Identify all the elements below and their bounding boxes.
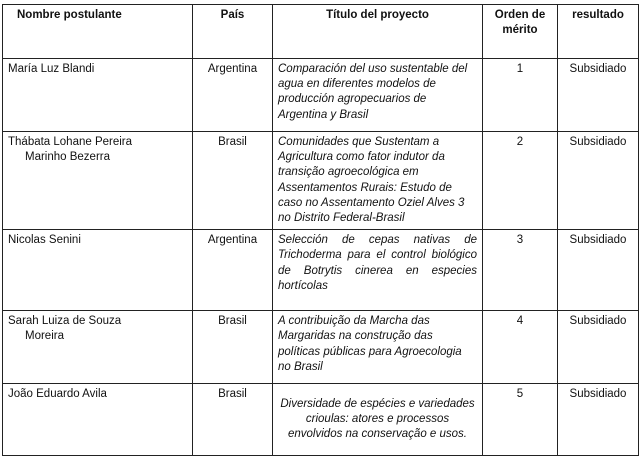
applicant-name-line2: Marinho Bezerra [25, 151, 111, 164]
project-title: Comunidades que Sustentam a Agricultura como fator indutor da transição agroecológica em Assentamentos Rurais: Estudo de caso no Assentamento Oziel Alves 3 no Distrito Federal-Brasil [273, 132, 483, 230]
applicant-name-line1: João Eduardo Avila [8, 388, 107, 401]
result-status: Subsidiado [558, 384, 639, 456]
header-country: País [193, 5, 273, 59]
result-status: Subsidiado [558, 311, 639, 384]
result-status: Subsidiado [558, 132, 639, 230]
table-row [3, 311, 639, 384]
applicant-name-line1: Nicolas Senini [8, 234, 81, 247]
result-status: Subsidiado [558, 59, 639, 132]
result-status: Subsidiado [558, 230, 639, 311]
applicant-country: Brasil [193, 132, 273, 230]
merit-rank: 4 [483, 311, 558, 384]
applicant-country: Argentina [193, 59, 273, 132]
applicant-name-line1: Sarah Luiza de Souza [8, 315, 122, 328]
merit-rank: 1 [483, 59, 558, 132]
applicant-country: Brasil [193, 311, 273, 384]
table-row [3, 59, 639, 132]
header-row [3, 5, 639, 59]
applicant-name-line2: Moreira [25, 330, 64, 343]
applicant-country: Argentina [193, 230, 273, 311]
merit-rank: 5 [483, 384, 558, 456]
applicant-country: Brasil [193, 384, 273, 456]
header-name: Nombre postulante [3, 5, 193, 59]
results-table [2, 4, 639, 456]
table-row [3, 384, 639, 456]
header-result: resultado [558, 5, 639, 59]
merit-rank: 3 [483, 230, 558, 311]
project-title: Selección de cepas nativas de Trichoderma para el control biológico de Botrytis cinerea en especies hortícolas [273, 230, 483, 311]
table-row [3, 132, 639, 230]
applicant-name [3, 59, 193, 132]
project-title: Diversidade de espécies e variedades crioulas: atores e processos envolvidos na conservação e usos. [273, 384, 483, 456]
applicant-name-line1: Thábata Lohane Pereira [8, 136, 133, 148]
merit-rank: 2 [483, 132, 558, 230]
header-rank: Orden de mérito [483, 5, 558, 59]
applicant-name [3, 384, 193, 456]
applicant-name [3, 132, 193, 230]
applicant-name-line1: María Luz Blandi [8, 63, 95, 75]
header-title: Título del proyecto [273, 5, 483, 59]
table-row [3, 230, 639, 311]
project-title: Comparación del uso sustentable del agua en diferentes modelos de producción agropecuarios de Argentina y Brasil [273, 59, 483, 132]
applicant-name [3, 311, 193, 384]
project-title: A contribuição da Marcha das Margaridas na construção das políticas públicas para Agroecologia no Brasil [273, 311, 483, 384]
applicant-name [3, 230, 193, 311]
